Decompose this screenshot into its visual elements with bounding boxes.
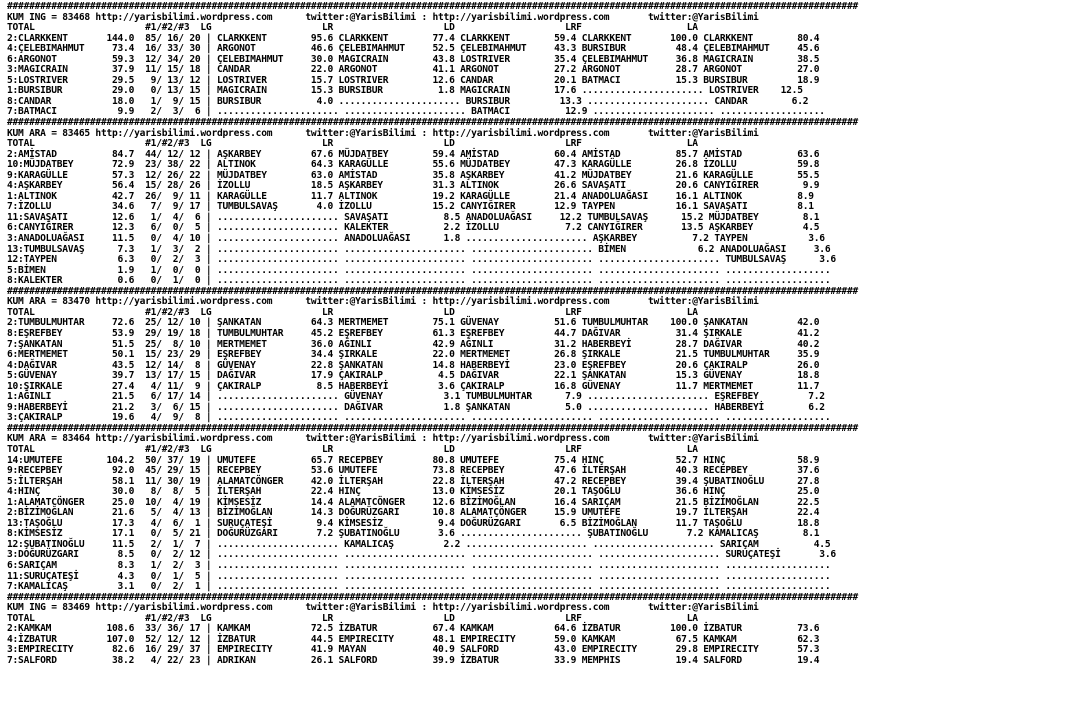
text-line: 8:KİMSESİZ 17.1 0/ 5/ 21 | DOĞURÜZGARI 7.2 ŞUBATINOĞLU 3.6 ...................... ŞUBATINOĞLU 7.2 KAMALICAŞ 8.1 — [7, 528, 820, 540]
text-line: 5:LOSTRIVER 29.5 9/ 13/ 12 | LOSTRIVER 15.7 LOSTRIVER 12.6 CANDAR 20.1 BATMACI 15.3 BURSIBUR 18.9 — [7, 74, 820, 86]
text-line: 2:AMİSTAD 84.7 44/ 12/ 12 | AŞKARBEY 67.6 MÜJDATBEY 59.4 AMİSTAD 60.4 AMİSTAD 85.7 AMİSTAD 63.6 — [7, 148, 820, 160]
text-line: 11:SAVAŞATI 12.6 1/ 4/ 6 | ...................... SAVAŞATI 8.5 ANADOLUAĞASI 12.2 TUMBULSAVAŞ 15.2 MÜJDATBEY 8.1 — [7, 211, 820, 223]
text-line: 4:DAĞIVAR 43.5 12/ 14/ 8 | GÜVENAY 22.8 ŞANKATAN 14.8 HABERBEYİ 23.0 EŞREFBEY 20.6 ÇAKIRALP 26.0 — [7, 359, 820, 371]
text-line: 4:İZBATUR 107.0 52/ 12/ 12 | İZBATUR 44.5 EMPIRECITY 48.1 EMPIRECITY 59.0 KAMKAM 67.5 KAMKAM 62.3 — [7, 633, 820, 645]
text-line: 5:GÜVENAY 39.7 13/ 17/ 15 | DAĞIVAR 17.9 ÇAKIRALP 4.5 DAĞIVAR 22.1 ŞANKATAN 15.3 GÜVENAY 18.8 — [7, 370, 820, 382]
text-line: 1:BURSIBUR 29.0 0/ 13/ 15 | MAGICRAIN 15.3 BURSIBUR 1.8 MAGICRAIN 17.6 ...................... LOSTRIVER 12.5 — [7, 85, 803, 97]
text-line: TOTAL #1/#2/#3 LG LR LD LRF LA — [7, 306, 698, 318]
text-line: 11:SURUÇATEŞİ 4.3 0/ 1/ 5 | ...................... ...................... ...................... ...................... ................... — [7, 570, 831, 582]
text-line: 7:SALFORD 38.2 4/ 22/ 23 | ADRIKAN 26.1 SALFORD 39.9 İZBATUR 33.9 MEMPHIS 19.4 SALFORD 19.4 — [7, 654, 820, 666]
text-line: 3:DOĞURÜZGARI 8.5 0/ 2/ 12 | ...................... ...................... ...................... ...................... SURUÇATEŞİ 3.6 — [7, 549, 836, 561]
text-line: 7:ŞANKATAN 51.5 25/ 8/ 10 | MERTMEMET 36.0 AĞINLI 42.9 AĞINLI 31.2 HABERBEYİ 28.7 DAĞIVAR 40.2 — [7, 338, 820, 350]
text-line: 8:KALEKTER 0.6 0/ 1/ 0 | ...................... ...................... ...................... ...................... ................... — [7, 275, 831, 287]
text-line: KUM ARA = 83470 http://yarisbilimi.wordpress.com twitter:@YarisBilimi : http://yarisbilimi.wordpress.com twitter:@YarisBilimi — [7, 296, 759, 308]
text-line: 3:EMPIRECITY 82.6 16/ 29/ 37 | EMPIRECITY 41.9 MAYAN 40.9 SALFORD 43.0 EMPIRECITY 29.8 EMPIRECITY 57.3 — [7, 644, 820, 656]
text-line: 9:HABERBEYİ 21.2 3/ 6/ 15 | ...................... DAĞIVAR 1.8 ŞANKATAN 5.0 ...................... HABERBEYİ 6.2 — [7, 401, 825, 413]
text-line: 9:KARAGÜLLE 57.3 12/ 26/ 22 | MÜJDATBEY 63.0 AMİSTAD 35.8 AŞKARBEY 41.2 MÜJDATBEY 21.6 KARAGÜLLE 55.5 — [7, 169, 820, 181]
separator-line: ########################################################################################################################################################## — [7, 117, 858, 129]
text-line: KUM ARA = 83465 http://yarisbilimi.wordpress.com twitter:@YarisBilimi : http://yarisbilimi.wordpress.com twitter:@YarisBilimi — [7, 127, 759, 139]
text-line: 2:TUMBULMUHTAR 72.6 25/ 12/ 10 | ŞANKATAN 64.3 MERTMEMET 75.1 GÜVENAY 51.6 TUMBULMUHTAR 100.0 ŞANKATAN 42.0 — [7, 317, 820, 329]
text-line: 13:TAŞOĞLU 17.3 4/ 6/ 1 | SURUÇATEŞİ 9.4 KİMSESİZ 9.4 DOĞURÜZGARI 6.5 BİZİMOĞLAN 11.7 TAŞOĞLU 18.8 — [7, 517, 820, 529]
text-line: 2:CLARKKENT 144.0 85/ 16/ 20 | CLARKKENT 95.6 CLARKKENT 77.4 CLARKKENT 59.4 CLARKKENT 100.0 CLARKKENT 80.4 — [7, 32, 820, 44]
text-line: 9:RECEPBEY 92.0 45/ 29/ 15 | RECEPBEY 53.6 UMUTEFE 73.8 RECEPBEY 47.6 İLTERŞAH 40.3 RECEPBEY 37.6 — [7, 465, 820, 477]
text-line: 7:İZOLLU 34.6 7/ 9/ 17 | TUMBULSAVAŞ 4.0 İZOLLU 15.2 CANYIĞIRER 12.9 TAYPEN 16.1 SAVAŞATI 8.1 — [7, 201, 814, 213]
text-line: KUM ING = 83468 http://yarisbilimi.wordpress.com twitter:@YarisBilimi : http://yarisbilimi.wordpress.com twitter:@YarisBilimi — [7, 11, 759, 23]
text-line: 7:BATMACI 9.9 2/ 3/ 6 | ...................... ...................... BATMACI 12.9 ...................... ................... — [7, 106, 825, 118]
text-line: TOTAL #1/#2/#3 LG LR LD LRF LA — [7, 443, 698, 455]
text-line: 4:HINÇ 30.0 8/ 8/ 5 | İLTERŞAH 22.4 HINÇ 13.0 KİMSESİZ 20.1 TAŞOĞLU 36.6 HINÇ 25.0 — [7, 486, 820, 498]
text-line: 2:KAMKAM 108.6 33/ 36/ 17 | KAMKAM 72.5 İZBATUR 67.4 KAMKAM 64.6 İZBATUR 100.0 İZBATUR 73.6 — [7, 623, 820, 635]
separator-line: ########################################################################################################################################################## — [7, 285, 858, 297]
text-line: 1:AĞINLI 21.5 6/ 17/ 14 | ...................... GÜVENAY 3.1 TUMBULMUHTAR 7.9 ...................... EŞREFBEY 7.2 — [7, 391, 825, 403]
text-line: 5:BİMEN 1.9 1/ 0/ 0 | ...................... ...................... ...................... ...................... ................... — [7, 264, 831, 276]
text-line: 13:TUMBULSAVAŞ 7.3 1/ 3/ 2 | ...................... ...................... ...................... BİMEN 6.2 ANADOLUAĞASI 3.6 — [7, 243, 831, 255]
text-line: 10:MÜJDATBEY 72.9 23/ 38/ 22 | ALTINOK 64.3 KARAGÜLLE 55.6 MÜJDATBEY 47.3 KARAGÜLLE 26.8 İZOLLU 59.8 — [7, 159, 820, 171]
text-line: 3:ÇAKIRALP 19.6 4/ 9/ 8 | ...................... ...................... ...................... ...................... ................... — [7, 412, 831, 424]
text-line: 1:ALAMATCÖNGER 25.0 10/ 4/ 19 | KİMSESİZ 14.4 ALAMATCÖNGER 12.6 BİZİMOĞLAN 16.4 SARIÇAM 21.5 BİZİMOĞLAN 22.5 — [7, 496, 820, 508]
separator-line: ########################################################################################################################################################## — [7, 591, 858, 603]
text-line: 4:AŞKARBEY 56.4 15/ 28/ 26 | İZOLLU 18.5 AŞKARBEY 31.3 ALTINOK 26.6 SAVAŞATI 20.6 CANYIĞIRER 9.9 — [7, 180, 820, 192]
separator-line: ########################################################################################################################################################## — [7, 1, 858, 12]
text-line: 6:ARGONOT 59.3 12/ 34/ 20 | ÇELEBIMAHMUT 30.0 MAGICRAIN 43.8 LOSTRIVER 35.4 ÇELEBIMAHMUT 36.8 MAGICRAIN 38.5 — [7, 53, 820, 65]
text-line: 6:SARIÇAM 8.3 1/ 2/ 3 | ...................... ...................... ...................... ...................... ................... — [7, 559, 831, 571]
text-line: 4:ÇELEBIMAHMUT 73.4 16/ 33/ 30 | ARGONOT 46.6 ÇELEBIMAHMUT 52.5 ÇELEBIMAHMUT 43.3 BURSIBUR 48.4 ÇELEBIMAHMUT 45.6 — [7, 43, 820, 55]
text-line: 3:MAGICRAIN 37.9 11/ 15/ 18 | CANDAR 22.0 ARGONOT 41.1 ARGONOT 27.2 ARGONOT 28.7 ARGONOT 27.0 — [7, 64, 820, 76]
text-line: 2:BİZİMOĞLAN 21.6 5/ 4/ 13 | BİZİMOĞLAN 14.3 DOĞURÜZGARI 10.8 ALAMATÇÖNGER 15.9 UMUTEFE 19.7 İLTERŞAH 22.4 — [7, 507, 820, 519]
text-line: 12:ŞUBATINOĞLU 11.5 2/ 1/ 7 | ...................... KAMALICAŞ 2.2 ...................... ...................... SARIÇAM 4.5 — [7, 538, 831, 550]
text-line: 7:KAMALICAŞ 3.1 0/ 2/ 1 | ...................... ...................... ...................... ...................... ................... — [7, 581, 831, 593]
text-line: 8:EŞREFBEY 53.9 29/ 19/ 18 | TUMBULMUHTAR 45.2 EŞREFBEY 61.3 EŞREFBEY 44.7 DAĞIVAR 31.4 ŞIRKALE 41.2 — [7, 327, 820, 339]
text-line: TOTAL #1/#2/#3 LG LR LD LRF LA — [7, 612, 698, 624]
text-line: 6:CANYIĞIRER 12.3 6/ 0/ 5 | ...................... KALEKTER 2.2 İZOLLU 7.2 CANYIĞIRER 13.5 AŞKARBEY 4.5 — [7, 222, 820, 234]
text-line: 14:UMUTEFE 104.2 50/ 37/ 19 | UMUTEFE 65.7 RECEPBEY 80.8 UMUTEFE 75.4 HINÇ 52.7 HINÇ 58.9 — [7, 454, 820, 466]
text-line: KUM ARA = 83464 http://yarisbilimi.wordpress.com twitter:@YarisBilimi : http://yarisbilimi.wordpress.com twitter:@YarisBilimi — [7, 433, 759, 445]
text-line: 12:TAYPEN 6.3 0/ 2/ 3 | ...................... ...................... ...................... ...................... TUMBULSAVAŞ 3.6 — [7, 254, 836, 266]
text-line: 6:MERTMEMET 50.1 15/ 23/ 29 | EŞREFBEY 34.4 ŞIRKALE 22.0 MERTMEMET 26.8 ŞIRKALE 21.5 TUMBULMUHTAR 35.9 — [7, 349, 820, 361]
text-line: 5:İLTERŞAH 58.1 11/ 30/ 19 | ALAMATCÖNGER 42.0 İLTERŞAH 22.8 İLTERŞAH 47.2 RECEPBEY 39.4 ŞUBATINOĞLU 27.8 — [7, 475, 820, 487]
text-line: 3:ANADOLUAĞASI 11.5 0/ 4/ 10 | ...................... ANADOLUAĞASI 1.8 ...................... AŞKARBEY 7.2 TAYPEN 3.6 — [7, 233, 825, 245]
separator-line: ########################################################################################################################################################## — [7, 422, 858, 434]
text-line: KUM ING = 83469 http://yarisbilimi.wordpress.com twitter:@YarisBilimi : http://yarisbilimi.wordpress.com twitter:@YarisBilimi — [7, 602, 759, 614]
text-line: 8:CANDAR 18.0 1/ 9/ 15 | BURSIBUR 4.0 ...................... BURSIBUR 13.3 ...................... CANDAR 6.2 — [7, 95, 809, 107]
text-line: TOTAL #1/#2/#3 LG LR LD LRF LA — [7, 138, 698, 150]
text-line: 1:ALTINOK 42.7 26/ 9/ 11 | KARAGÜLLE 11.7 ALTINOK 19.2 KARAGÜLLE 21.4 ANADOLUAĞASI 16.1 ALTINOK 8.9 — [7, 190, 814, 202]
text-line: 10:ŞIRKALE 27.4 4/ 11/ 9 | ÇAKIRALP 8.5 HABERBEYİ 3.6 ÇAKIRALP 16.8 GÜVENAY 11.7 MERTMEMET 11.7 — [7, 380, 820, 392]
text-line: TOTAL #1/#2/#3 LG LR LD LRF LA — [7, 22, 698, 34]
